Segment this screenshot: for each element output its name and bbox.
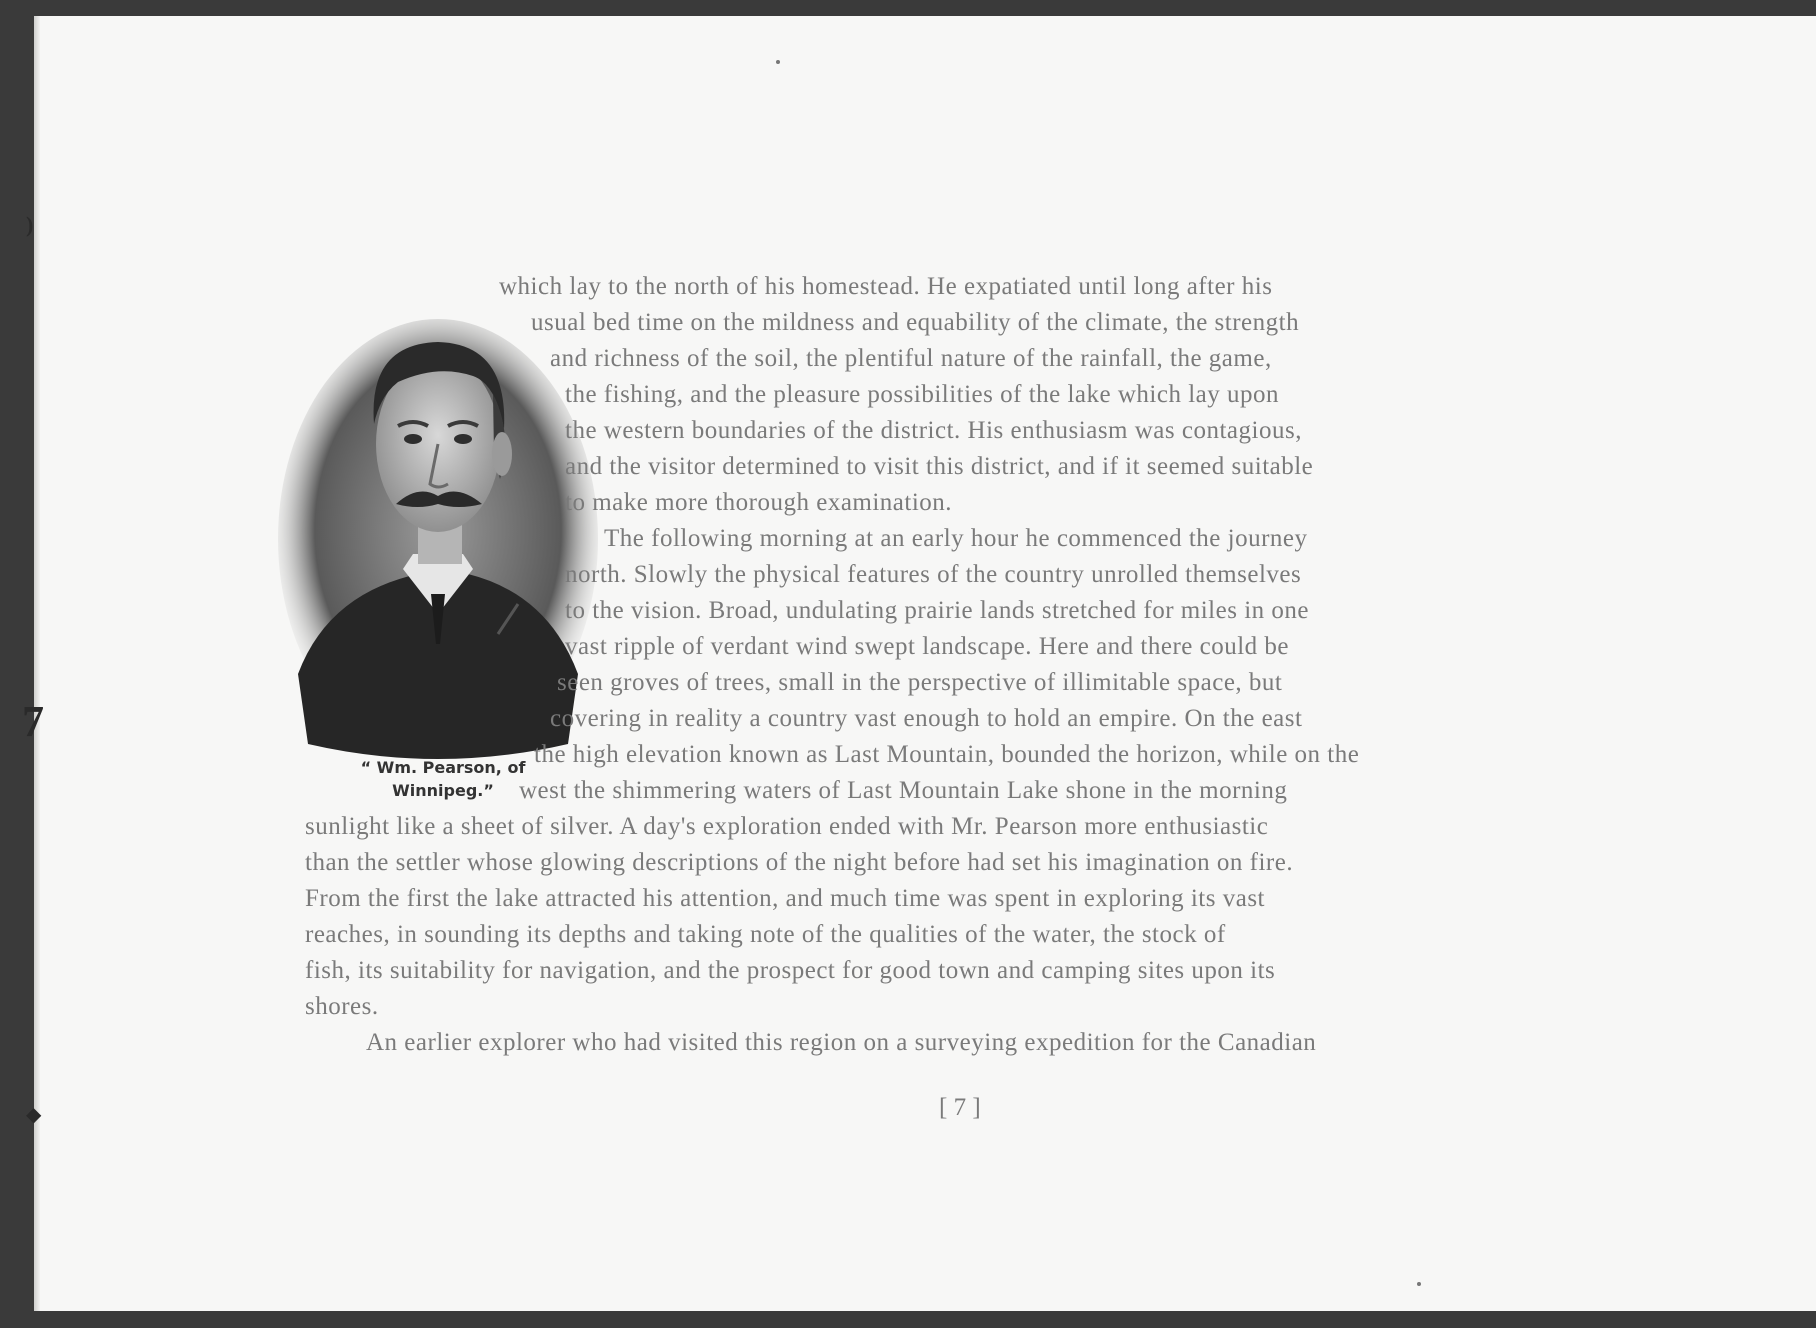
page-number: [ 7 ] [939,1094,981,1121]
text-line: sunlight like a sheet of silver. A day's exploration ended with Mr. Pearson more enthusiastic [305,813,1269,840]
text-line: From the first the lake attracted his attention, and much time was spent in exploring its vast [305,885,1265,912]
text-line: shores. [305,993,379,1020]
text-line: usual bed time on the mildness and equability of the climate, the strength [531,309,1300,336]
text-line: west the shimmering waters of Last Mountain Lake shone in the morning [519,777,1288,804]
text-line: to the vision. Broad, undulating prairie lands stretched for miles in one [565,597,1309,624]
text-line: the fishing, and the pleasure possibilities of the lake which lay upon [565,381,1280,408]
text-line: vast ripple of verdant wind swept landscape. Here and there could be [565,633,1290,660]
text-line: An earlier explorer who had visited this region on a surveying expedition for the Canadian [366,1029,1317,1056]
text-line: which lay to the north of his homestead. He expatiated until long after his [499,273,1273,300]
caption-line: Winnipeg.” [392,781,494,800]
text-line: the western boundaries of the district. His enthusiasm was contagious, [565,417,1302,444]
portrait-photo-icon [268,304,598,764]
margin-dot-mark: ◆ [26,1104,42,1126]
caption-line: “ Wm. Pearson, of [360,758,526,777]
text-line: and richness of the soil, the plentiful nature of the rainfall, the game, [550,345,1272,372]
text-line: the high elevation known as Last Mountain, bounded the horizon, while on the [534,741,1360,768]
text-line: and the visitor determined to visit this district, and if it seemed suitable [565,453,1314,480]
text-line: covering in reality a country vast enough to hold an empire. On the east [550,705,1303,732]
text-line: north. Slowly the physical features of the country unrolled themselves [565,561,1302,588]
book-page [22,16,1816,1311]
text-line: than the settler whose glowing descriptions of the night before had set his imagination on fire. [305,849,1294,876]
dust-speck [1417,1282,1421,1286]
text-line: fish, its suitability for navigation, and the prospect for good town and camping sites upon its [305,957,1276,984]
margin-tick-mark: ) [26,212,34,237]
text-line: The following morning at an early hour he commenced the journey [604,525,1308,552]
dust-speck [776,60,780,64]
margin-page-digit: 7 [22,697,44,746]
text-line: seen groves of trees, small in the perspective of illimitable space, but [557,669,1283,696]
text-line: to make more thorough examination. [565,489,953,516]
text-line: reaches, in sounding its depths and taking note of the qualities of the water, the stock of [305,921,1226,948]
